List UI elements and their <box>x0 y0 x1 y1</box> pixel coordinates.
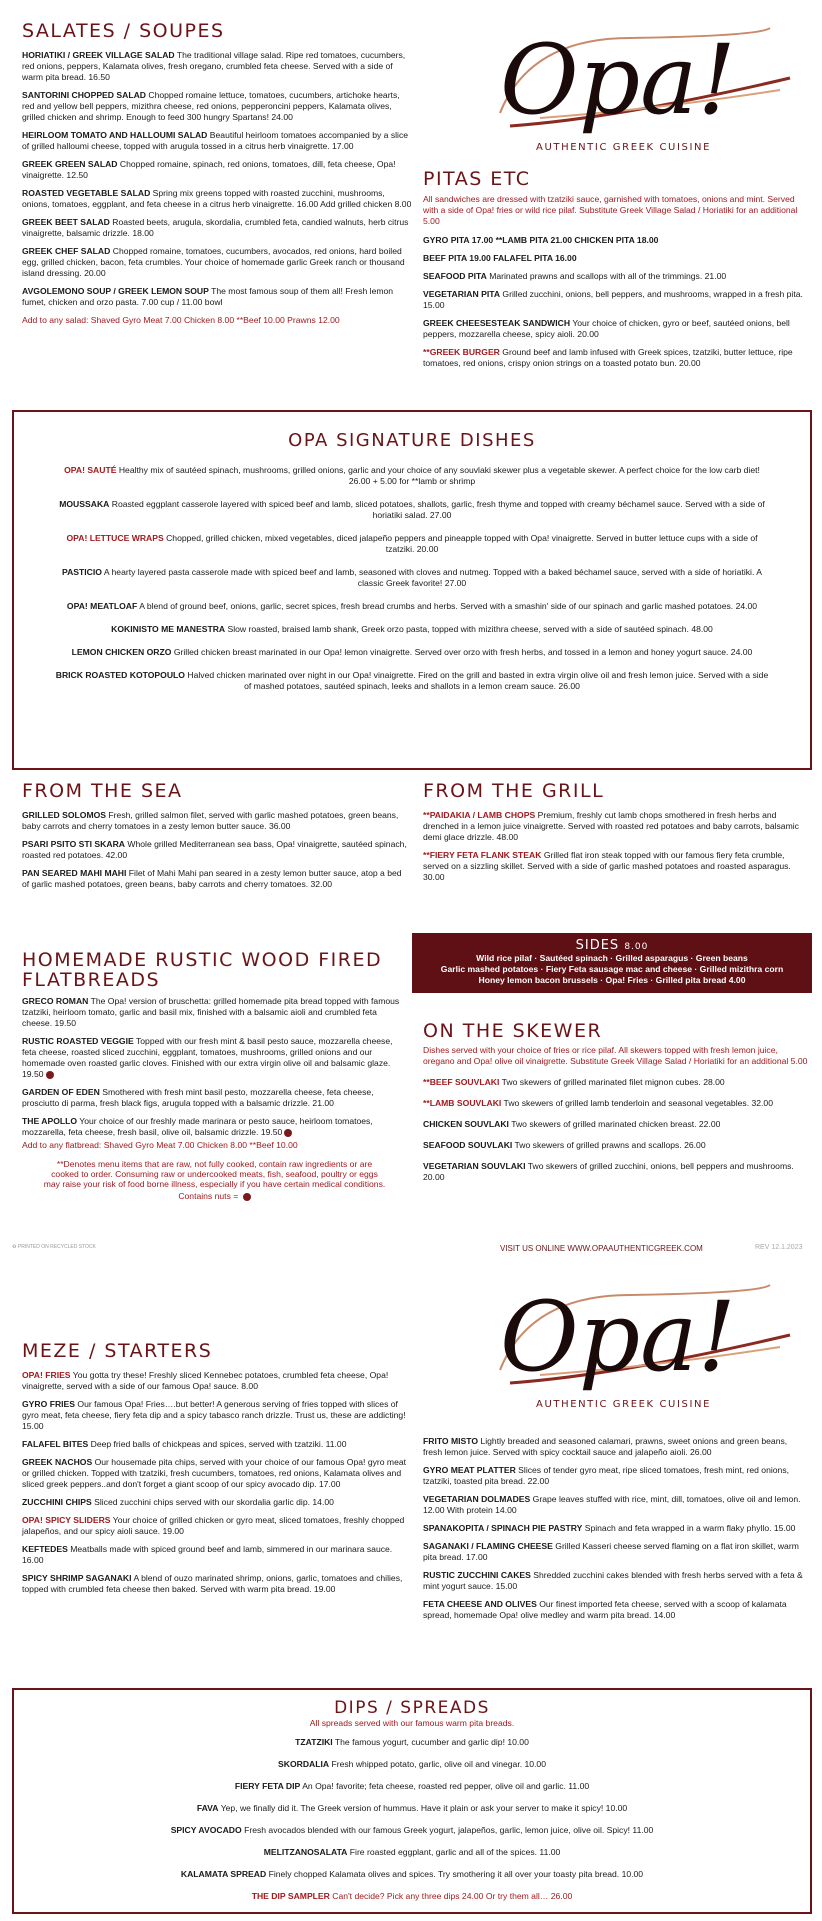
menu-item: SPICY SHRIMP SAGANAKI A blend of ouzo marinated shrimp, onions, garlic, tomatoes and chilies, topped with crumbled feta cheese then baked. Served with warm pita bread. 19.00 <box>22 1573 403 1594</box>
pita-price-line: GYRO PITA 17.00 **LAMB PITA 21.00 CHICKEN PITA 18.00 <box>423 235 659 245</box>
menu-item: AVGOLEMONO SOUP / GREEK LEMON SOUP The most famous soup of them all! Fresh lemon fumet, chicken and orzo pasta. 7.00 cup / 11.00 bowl <box>22 286 394 307</box>
logo <box>470 1275 800 1415</box>
logo <box>470 18 800 158</box>
menu-item: SPANAKOPITA / SPINACH PIE PASTRY Spinach and feta wrapped in a warm flaky phyllo. 15.00 <box>423 1523 796 1533</box>
menu-item: BRICK ROASTED KOTOPOULO Halved chicken marinated over night in our Opa! vinaigrette. Fired on the grill and basted in extra virgin olive oil and fresh lemon juice. Served with a side of mashed potatoes, sautéed spinach, leeks and shallots in a lemon cream sauce. 26.00 <box>55 670 769 691</box>
menu-item: HORIATIKI / GREEK VILLAGE SALAD The traditional village salad. Ripe red tomatoes, cucumbers, red onions, peppers, Kalamata olives, fresh oregano, crumbled feta cheese. Served with a side of warm pita bread. 16.50 <box>22 50 406 82</box>
menu-item: MELITZANOSALATA Fire roasted eggplant, garlic and all of the spices. 11.00 <box>263 1847 561 1857</box>
menu-item: KALAMATA SPREAD Finely chopped Kalamata olives and spices. Try smothering it all over your toasty pita bread. 10.00 <box>180 1869 644 1879</box>
menu-item: OPA! SAUTÉ Healthy mix of sautéed spinach, mushrooms, grilled onions, garlic and your choice of any souvlaki skewer plus a vegetable skewer. A perfect choice for the low carb diet! 26.00 + 5.00 for **lamb or shrimp <box>64 465 760 486</box>
nut-icon <box>243 1193 251 1201</box>
nut-icon <box>46 1071 54 1079</box>
website-link[interactable]: VISIT US ONLINE WWW.OPAAUTHENTICGREEK.COM <box>500 1244 703 1253</box>
logo-text: Opa! <box>500 24 736 136</box>
sides-header: SIDES 8.00 <box>575 938 649 953</box>
dips-section <box>12 1688 812 1914</box>
menu-item: **BEEF SOUVLAKI Two skewers of grilled marinated filet mignon cubes. 28.00 <box>423 1077 725 1087</box>
menu-item: ZUCCHINI CHIPS Sliced zucchini chips served with our skordalia garlic dip. 14.00 <box>22 1497 334 1507</box>
tagline: AUTHENTIC GREEK CUISINE <box>536 142 712 153</box>
signature-title: OPA SIGNATURE DISHES <box>288 430 536 451</box>
menu-item: RUSTIC ROASTED VEGGIE Topped with our fresh mint & basil pesto sauce, mozzarella cheese, feta cheese, roasted sliced zucchini, eggplant, tomatoes, mushrooms, grilled onions and our homemade oven roasted garlic cloves. Finished with our extra virgin olive oil and balsamic glaze. 19.50 <box>22 1036 393 1079</box>
nut-icon <box>284 1129 292 1137</box>
disclaimer: **Denotes menu items that are raw, not fully cooked, contain raw ingredients or are cooked to order. Consuming raw or undercooked meats, fish, seafood, poultry or eggs may raise your risk of food borne illness, especially if you have certain medical conditions. <box>43 1159 386 1189</box>
flatbreads-section <box>22 950 407 1202</box>
pitas-title: PITAS ETC <box>423 168 531 190</box>
menu-item: VEGETARIAN SOUVLAKI Two skewers of grilled zucchini, onions, bell peppers and mushrooms. 20.00 <box>423 1161 794 1182</box>
menu-item: SAGANAKI / FLAMING CHEESE Grilled Kasseri cheese served flaming on a flat iron skillet, warm pita bread. 17.00 <box>423 1541 799 1562</box>
menu-item: MOUSSAKA Roasted eggplant casserole layered with spiced beef and lamb, sliced potatoes, shallots, garlic, fresh thyme and topped with creamy béchamel sauce. Served with a side of horiatiki salad. 27.00 <box>59 499 765 520</box>
menu-item: OPA! FRIES You gotta try these! Freshly sliced Kennebec potatoes, crumbled feta cheese, Opa! vinaigrette, served with a side of our famous Opa! sauce. 8.00 <box>22 1370 389 1391</box>
sea-section <box>22 780 407 897</box>
menu-item: SEAFOOD PITA Marinated prawns and scallops with all of the trimmings. 21.00 <box>423 271 727 281</box>
menu-item: RUSTIC ZUCCHINI CAKES Shredded zucchini cakes blended with fresh herbs served with a feta & mint yogurt sauce. 15.00 <box>423 1570 803 1591</box>
menu-item: THE DIP SAMPLER Can't decide? Pick any three dips 24.00 Or try them all… 26.00 <box>251 1891 573 1901</box>
menu-item: PSARI PSITO STI SKARA Whole grilled Mediterranean sea bass, Opa! vinaigrette, sautéed spinach, roasted red potatoes. 42.00 <box>22 839 407 860</box>
menu-item: FETA CHEESE AND OLIVES Our finest imported feta cheese, served with a scoop of kalamata spread, homemade Opa! olive medley and warm pita bread. 14.00 <box>423 1599 787 1620</box>
menu-item: PASTICIO A hearty layered pasta casserole made with spiced beef and lamb, seasoned with cloves and nutmeg. Topped with a baked béchamel sauce, served with a side of horiatiki. A classic Greek favorite! 27.00 <box>61 567 762 588</box>
grill-section <box>423 780 808 890</box>
menu-item: FRITO MISTO Lightly breaded and seasoned calamari, prawns, sweet onions and green beans, fresh lemon juice. Served with spicy cocktail sauce and jalapeño aioli. 26.00 <box>423 1436 788 1457</box>
sides-line: Garlic mashed potatoes · Fiery Feta sausage mac and cheese · Grilled mizithra corn <box>440 964 784 974</box>
menu-item: GREEK GREEN SALAD Chopped romaine, spinach, red onions, tomatoes, dill, feta cheese, Opa! vinaigrette. 12.50 <box>22 159 396 180</box>
pita-price-line: BEEF PITA 19.00 FALAFEL PITA 16.00 <box>423 253 577 263</box>
meze-title: MEZE / STARTERS <box>22 1340 213 1362</box>
pitas-section <box>423 168 808 376</box>
menu-item: GYRO FRIES Our famous Opa! Fries….but better! A generous serving of fries topped with slices of gyro meat, feta cheese, fiery feta dip and a spicy tabasco ranch drizzle. Trust us, these are addicting! 15.00 <box>22 1399 406 1431</box>
flatbread-addon-note: Add to any flatbread: Shaved Gyro Meat 7.00 Chicken 8.00 **Beef 10.00 <box>22 1140 298 1150</box>
menu-item: KOKINISTO ME MANESTRA Slow roasted, braised lamb shank, Greek orzo pasta, topped with mizithra cheese, served with a side of sautéed spinach. 48.00 <box>111 624 713 634</box>
menu-item: ROASTED VEGETABLE SALAD Spring mix greens topped with roasted zucchini, mushrooms, onions, tomatoes, eggplant, and feta cheese in a citrus herb vinaigrette. 16.00 Add grilled chicken 8.00 <box>22 188 412 209</box>
menu-item: **GREEK BURGER Ground beef and lamb infused with Greek spices, tzatziki, butter lettuce, ripe tomatoes, red onions, crispy onion strings on a toasted potato bun. 20.00 <box>423 347 793 368</box>
menu-item: TZATZIKI The famous yogurt, cucumber and garlic dip! 10.00 <box>295 1737 529 1747</box>
menu-item: GRECO ROMAN The Opa! version of bruschetta: grilled homemade pita bread topped with famous tzatziki, heirloom tomato, garlic and basil mix, finished with a balsamic aioli and crumbled feta cheese. 19.50 <box>22 996 400 1028</box>
menu-item: LEMON CHICKEN ORZO Grilled chicken breast marinated in our Opa! lemon vinaigrette. Served over orzo with fresh herbs, and tossed in a lemon and honey yogurt sauce. 24.00 <box>71 647 753 657</box>
menu-item: SEAFOOD SOUVLAKI Two skewers of grilled prawns and scallops. 26.00 <box>423 1140 706 1150</box>
sides-section <box>412 933 812 993</box>
signature-section <box>12 410 812 770</box>
skewer-section <box>423 1020 808 1190</box>
sides-line: Honey lemon bacon brussels · Opa! Fries · Grilled pita bread 4.00 <box>478 975 746 985</box>
menu-item: VEGETARIAN DOLMADES Grape leaves stuffed with rice, mint, dill, tomatoes, olive oil and lemon. 12.00 With protein 14.00 <box>423 1494 801 1515</box>
skewer-intro: Dishes served with your choice of fries or rice pilaf. All skewers topped with fresh lemon juice, oregano and Opa! olive oil vinaigrette. Substitute Greek Village Salad / Horiatiki for an additional 5.00 <box>423 1045 808 1066</box>
menu-item: FIERY FETA DIP An Opa! favorite; feta cheese, roasted red pepper, olive oil and garlic. 11.00 <box>234 1781 590 1791</box>
nuts-legend: Contains nuts = <box>22 1191 407 1202</box>
meze-right-column <box>423 1436 808 1628</box>
menu-item: GARDEN OF EDEN Smothered with fresh mint basil pesto, mozzarella cheese, feta cheese, prosciutto di parma, fresh black figs, arugula topped with a balsamic drizzle. 21.00 <box>22 1087 374 1108</box>
menu-item: THE APOLLO Your choice of our freshly made marinara or pesto sauce, heirloom tomatoes, mozzarella, feta cheese, fresh basil, olive oil, balsamic drizzle. 19.50 <box>22 1116 373 1137</box>
skewer-title: ON THE SKEWER <box>423 1020 603 1042</box>
recycle-icon: ♻ <box>12 1244 17 1250</box>
opa-logo-mark <box>470 1275 800 1400</box>
menu-item: KEFTEDES Meatballs made with spiced ground beef and lamb, simmered in our marinara sauce. 16.00 <box>22 1544 393 1565</box>
menu-item: FALAFEL BITES Deep fried balls of chickpeas and spices, served with tzatziki. 11.00 <box>22 1439 347 1449</box>
menu-item: GREEK NACHOS Our housemade pita chips, served with your choice of our famous Opa! gyro meat or grilled chicken. Topped with tzatziki, fresh cucumbers, tomatoes, red onions, Kalamata olives and sliced greek peppers..and don't forget a giant scoop of our spicy avocado dip. 17.00 <box>22 1457 407 1489</box>
dips-title: DIPS / SPREADS <box>334 1698 490 1718</box>
meze-section <box>22 1340 412 1602</box>
pitas-intro: All sandwiches are dressed with tzatziki sauce, garnished with tomatoes, onions and mint. Served with a side of Opa! fries or wild rice pilaf. Substitute Greek Village Salad / Horiatiki for an additional 5.00 <box>423 194 798 226</box>
menu-item: OPA! MEATLOAF A blend of ground beef, onions, garlic, secret spices, fresh bread crumbs and herbs. Served with a smashin' side of our spinach and garlic mashed potatoes. 24.00 <box>66 601 758 611</box>
sides-line: Wild rice pilaf · Sautéed spinach · Grilled asparagus · Green beans <box>476 953 748 963</box>
menu-item: OPA! LETTUCE WRAPS Chopped, grilled chicken, mixed vegetables, diced jalapeño peppers and pineapple topped with Opa! vinaigrette. Served in butter lettuce cups with a side of tzatziki. 20.00 <box>66 533 758 554</box>
flatbreads-title: HOMEMADE RUSTIC WOOD FIRED FLATBREADS <box>22 949 383 991</box>
salates-list <box>22 50 412 326</box>
menu-item: OPA! SPICY SLIDERS Your choice of grilled chicken or gyro meat, sliced tomatoes, freshly chopped jalapeños, and our spicy aioli sauce. 19.00 <box>22 1515 405 1536</box>
menu-item: GRILLED SOLOMOS Fresh, grilled salmon filet, served with garlic mashed potatoes, green beans, baby carrots and cherry tomatoes in a zesty lemon butter sauce. 36.00 <box>22 810 399 831</box>
menu-item: PAN SEARED MAHI MAHI Filet of Mahi Mahi pan seared in a zesty lemon butter sauce, atop a bed of garlic mashed potatoes, green beans, baby carrots and cherry tomatoes. 32.00 <box>22 868 402 889</box>
menu-item: GREEK BEET SALAD Roasted beets, arugula, skordalia, crumbled feta, candied walnuts, herb citrus vinaigrette, balsamic drizzle. 18.00 <box>22 217 409 238</box>
opa-logo-mark <box>470 18 800 143</box>
grill-title: FROM THE GRILL <box>423 780 605 802</box>
menu-item: **FIERY FETA FLANK STEAK Grilled flat iron steak topped with our famous fiery feta crumble, served on a sizzling skillet. Served with a side of garlic mashed potatoes and roasted asparagus. 30.00 <box>423 850 791 882</box>
menu-item: CHICKEN SOUVLAKI Two skewers of grilled marinated chicken breast. 22.00 <box>423 1119 721 1129</box>
salates-section <box>22 20 412 326</box>
dips-intro: All spreads served with our famous warm pita breads. <box>309 1718 515 1728</box>
menu-item: **PAIDAKIA / LAMB CHOPS Premium, freshly cut lamb chops smothered in fresh herbs and drenched in a lemon juice vinaigrette. Served with roasted red potatoes and baby carrots, balsamic demi glace drizzle. 48.00 <box>423 810 799 842</box>
menu-item: SANTORINI CHOPPED SALAD Chopped romaine lettuce, tomatoes, cucumbers, artichoke hearts, red and yellow bell peppers, mizithra cheese, red onions, pepperoncini peppers, Kalamata olives, grilled chicken and shrimp. Enough to feed 300 hungry Spartans! 24.00 <box>22 90 400 122</box>
salates-title: SALATES / SOUPES <box>22 20 225 42</box>
menu-item: VEGETARIAN PITA Grilled zucchini, onions, bell peppers, and mushrooms, wrapped in a fresh pita. 15.00 <box>423 289 803 310</box>
recycled-note: ♻ PRINTED ON RECYCLED STOCK <box>12 1244 96 1250</box>
menu-item: SKORDALIA Fresh whipped potato, garlic, olive oil and vinegar. 10.00 <box>278 1759 546 1769</box>
menu-item: **LAMB SOUVLAKI Two skewers of grilled lamb tenderloin and seasonal vegetables. 32.00 <box>423 1098 773 1108</box>
sea-title: FROM THE SEA <box>22 780 183 802</box>
menu-item: GREEK CHEF SALAD Chopped romaine, tomatoes, cucumbers, avocados, red onions, hard boiled egg, grilled chicken, bacon, feta crumbles. Your choice of homemade garlic Greek ranch or thousand island dressing. 20.00 <box>22 246 405 278</box>
menu-item: HEIRLOOM TOMATO AND HALLOUMI SALAD Beautiful heirloom tomatoes accompanied by a slice of grilled halloumi cheese, topped with arugula tossed in a citrus herb vinaigrette. 17.00 <box>22 130 409 151</box>
revision: REV 12.1.2023 <box>755 1244 803 1251</box>
menu-item: GREEK CHEESESTEAK SANDWICH Your choice of chicken, gyro or beef, sautéed onions, bell peppers, mozzarella cheese, spicy aioli. 20.00 <box>423 318 790 339</box>
menu-item: FAVA Yep, we finally did it. The Greek version of hummus. Have it plain or ask your server to make it spicy! 10.00 <box>196 1803 628 1813</box>
menu-item: SPICY AVOCADO Fresh avocados blended with our famous Greek yogurt, jalapeños, garlic, lemon juice, olive oil. Spicy! 11.00 <box>170 1825 654 1835</box>
tagline: AUTHENTIC GREEK CUISINE <box>536 1399 712 1410</box>
logo-text: Opa! <box>500 1281 736 1393</box>
salad-addon-note: Add to any salad: Shaved Gyro Meat 7.00 Chicken 8.00 **Beef 10.00 Prawns 12.00 <box>22 315 340 325</box>
menu-item: GYRO MEAT PLATTER Slices of tender gyro meat, ripe sliced tomatoes, fresh mint, red onions, tzatziki, toasted pita bread. 22.00 <box>423 1465 790 1486</box>
